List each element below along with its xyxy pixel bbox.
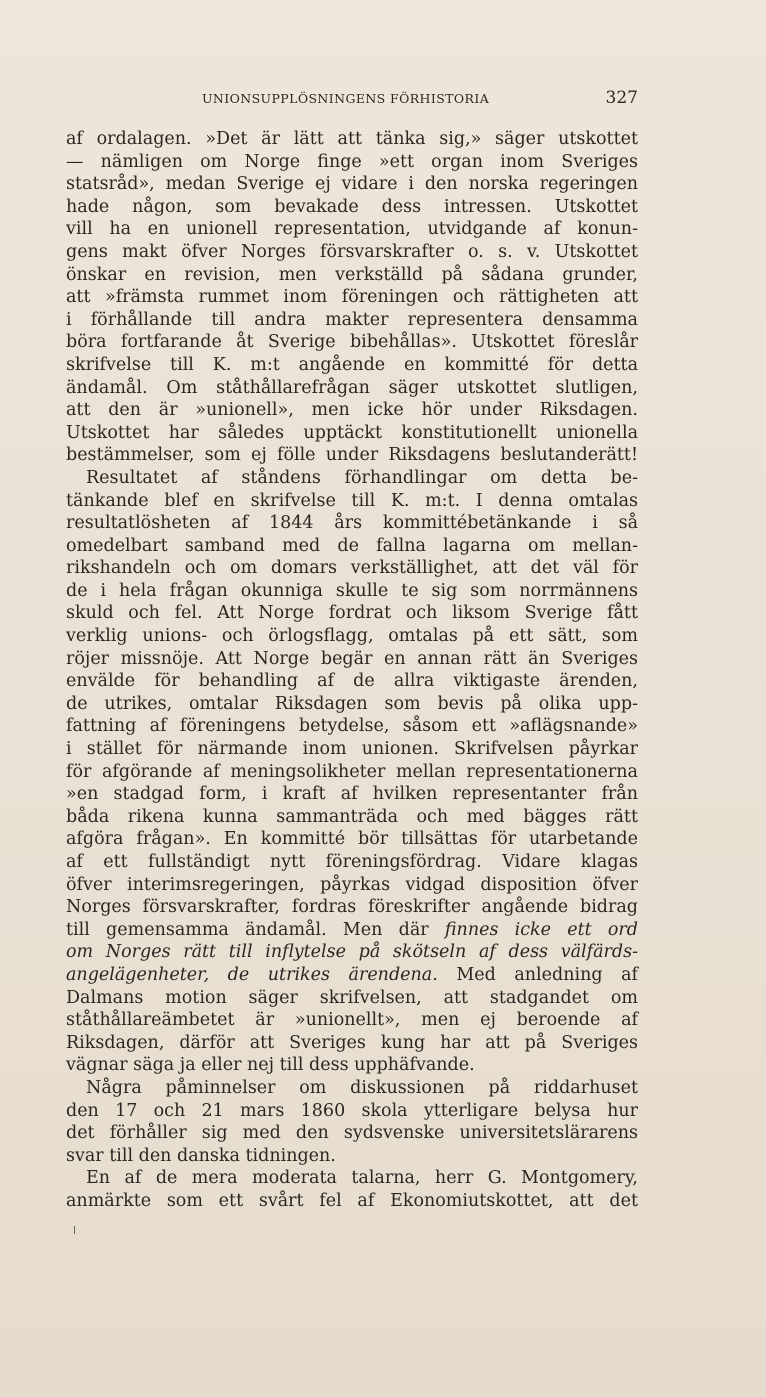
text-line: de i hela frågan okunniga skulle te sig som norrmännens <box>66 580 638 601</box>
text-line: röjer missnöje. Att Norge begär en annan rätt än Sveriges <box>66 648 638 669</box>
text-line: Resultatet af ståndens förhandlingar om detta be- <box>86 467 638 488</box>
text-line: i stället för närmande inom unionen. Skrifvelsen påyrkar <box>66 739 638 760</box>
text-line: anmärkte som ett svårt fel af Ekonomiutskottet, att det <box>66 1190 638 1211</box>
text-line: ändamål. Om ståthållarefrågan säger utskottet slutligen, <box>66 377 638 398</box>
text-line: de utrikes, omtalar Riksdagen som bevis på olika upp- <box>66 693 638 714</box>
text-line: resultatlösheten af 1844 års kommittébetänkande i så <box>66 513 638 534</box>
text-line: envälde för behandling af de allra viktigaste ärenden, <box>66 671 638 692</box>
text-line: af ett fullständigt nytt föreningsfördrag. Vidare klagas <box>66 852 638 872</box>
page-mark <box>74 1226 75 1234</box>
running-head <box>66 88 638 110</box>
text-line: fattning af föreningens betydelse, såsom ett »aflägsnande» <box>66 716 638 737</box>
text-line: afgöra frågan». En kommitté bör tillsättas för utarbetande <box>66 829 638 850</box>
text-line: Några påminnelser om diskussionen på riddarhuset <box>86 1077 638 1098</box>
text-line: Riksdagen, därför att Sveriges kung har att på Sveriges <box>66 1032 638 1053</box>
text-line: En af de mera moderata talarna, herr G. Montgomery, <box>86 1168 638 1189</box>
text-line: tänkande blef en skrifvelse till K. m:t. I denna omtalas <box>66 490 638 511</box>
text-line: böra fortfarande åt Sverige bibehållas». Utskottet föreslår <box>66 332 638 353</box>
text-line: omedelbart samband med de fallna lagarna om mellan- <box>66 535 638 556</box>
text-line: skrifvelse till K. m:t angående en kommitté för detta <box>66 354 638 375</box>
text-line: angelägenheter, de utrikes ärendena. Med anledning af <box>66 964 638 985</box>
text-line: svar till den danska tidningen. <box>66 1145 336 1166</box>
text-line: den 17 och 21 mars 1860 skola ytterligare belysa hur <box>66 1100 638 1121</box>
text-line: »en stadgad form, i kraft af hvilken representanter från <box>66 784 638 805</box>
italic-phrase: finnes icke ett ord <box>444 919 639 940</box>
text-line: verklig unions- och örlogsflagg, omtalas på ett sätt, som <box>66 626 638 647</box>
text-line: öfver interimsregeringen, påyrkas vidgad disposition öfver <box>66 874 638 895</box>
text-line: ståthållareämbetet är »unionellt», men ej beroende af <box>66 1010 638 1031</box>
text-line: gens makt öfver Norges försvarskrafter o. s. v. Utskottet <box>66 241 638 262</box>
text-line: önskar en revision, men verkställd på sådana grunder, <box>66 264 638 285</box>
italic-phrase: angelägenheter, de utrikes ärendena. <box>66 964 438 985</box>
text-line: vill ha en unionell representation, utvidgande af konun- <box>66 219 638 240</box>
text-line: — nämligen om Norge finge »ett organ inom Sveriges <box>66 151 638 172</box>
text-line: statsråd», medan Sverige ej vidare i den norska regeringen <box>66 174 638 195</box>
text-line: i förhållande till andra makter representera densamma <box>66 309 638 330</box>
text-line: det förhåller sig med den sydsvenske universitetslärarens <box>66 1123 638 1144</box>
text-line: vägnar säga ja eller nej till dess upphäfvande. <box>66 1055 475 1076</box>
text-line: för afgörande af meningsolikheter mellan representationerna <box>66 761 638 782</box>
page-number: 327 <box>605 88 638 108</box>
text-line: skuld och fel. Att Norge fordrat och liksom Sverige fått <box>66 603 638 624</box>
text-line: Utskottet har således upptäckt konstitutionellt unionella <box>66 422 638 443</box>
text-line: att »främsta rummet inom föreningen och rättigheten att <box>66 287 638 308</box>
text-line: till gemensamma ändamål. Men där finnes icke ett ord <box>66 919 639 940</box>
text-line: bestämmelser, som ej fölle under Riksdagens beslutanderätt! <box>66 445 638 466</box>
text-line: Dalmans motion säger skrifvelsen, att stadgandet om <box>66 987 638 1008</box>
running-title: UNIONSUPPLÖSNINGENS FÖRHISTORIA <box>202 91 490 106</box>
text-line: rikshandeln och om domars verkställighet, att det väl för <box>66 558 638 579</box>
text-line: om Norges rätt till inflytelse på skötseln af dess välfärds- <box>66 942 638 963</box>
text-line: att den är »unionell», men icke hör under Riksdagen. <box>66 400 638 421</box>
text-line: Norges försvarskrafter, fordras föreskrifter angående bidrag <box>66 897 638 918</box>
text-line: hade någon, som bevakade dess intressen. Utskottet <box>66 196 638 217</box>
text-line: af ordalagen. »Det är lätt att tänka sig,» säger utskottet <box>66 129 638 149</box>
text-line: båda rikena kunna sammanträda och med bägges rätt <box>66 806 638 827</box>
body-text <box>66 128 638 1213</box>
